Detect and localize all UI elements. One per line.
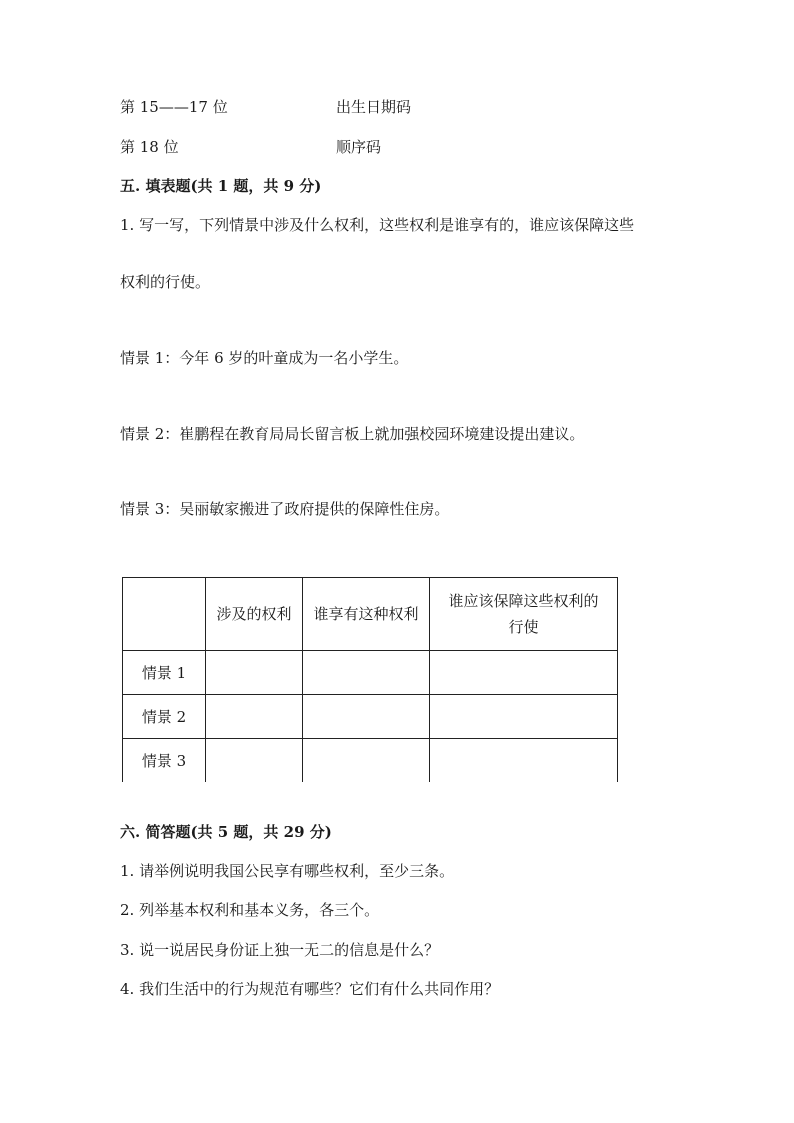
table-row xyxy=(123,695,618,739)
table-header-guarantor xyxy=(430,578,618,651)
section6-question-4: 4. 我们生活中的行为规范有哪些？它们有什么共同作用？ xyxy=(120,980,500,998)
scene-2-text: 情景 2：崔鹏程在教育局局长留言板上就加强校园环境建设提出建议。 xyxy=(120,425,585,443)
scene-1-text: 情景 1：今年 6 岁的叶童成为一名小学生。 xyxy=(120,349,409,367)
section6-question-2: 2. 列举基本权利和基本义务，各三个。 xyxy=(120,901,380,919)
id-meaning-2: 顺序码 xyxy=(336,138,382,156)
section6-title: 六. 简答题(共 5 题，共 29 分) xyxy=(120,823,332,841)
table-cell-blank[interactable] xyxy=(303,695,430,739)
table-header-row xyxy=(123,578,618,651)
table-header-guarantor-line2: 行使 xyxy=(508,618,539,636)
table-row-label: 情景 3 xyxy=(123,739,206,783)
section5-question-1-line1: 1. 写一写，下列情景中涉及什么权利，这些权利是谁享有的，谁应该保障这些 xyxy=(120,216,635,234)
section5-question-1-line2: 权利的行使。 xyxy=(120,273,211,291)
table-cell-blank[interactable] xyxy=(430,739,618,783)
table-cell-blank[interactable] xyxy=(206,739,303,783)
table-header-holder: 谁享有这种权利 xyxy=(303,578,430,651)
id-position-2: 第 18 位 xyxy=(120,138,179,156)
section6-question-1: 1. 请举例说明我国公民享有哪些权利，至少三条。 xyxy=(120,862,455,880)
fill-in-table xyxy=(122,577,618,782)
scene-3-text: 情景 3：吴丽敏家搬进了政府提供的保障性住房。 xyxy=(120,500,450,518)
table-row-label: 情景 2 xyxy=(123,695,206,739)
table-header-empty xyxy=(123,578,206,651)
id-meaning-1: 出生日期码 xyxy=(336,98,412,116)
table-cell-blank[interactable] xyxy=(206,695,303,739)
table-row xyxy=(123,651,618,695)
table-cell-blank[interactable] xyxy=(303,651,430,695)
table-header-guarantor-line1: 谁应该保障这些权利的 xyxy=(448,592,599,610)
section5-title: 五. 填表题(共 1 题，共 9 分) xyxy=(120,177,322,195)
table-cell-blank[interactable] xyxy=(303,739,430,783)
table-cell-blank[interactable] xyxy=(206,651,303,695)
table-cell-blank[interactable] xyxy=(430,695,618,739)
table-row-label: 情景 1 xyxy=(123,651,206,695)
id-position-1: 第 15——17 位 xyxy=(120,98,228,116)
table-cell-blank[interactable] xyxy=(430,651,618,695)
table-header-rights: 涉及的权利 xyxy=(206,578,303,651)
table-row xyxy=(123,739,618,783)
section6-question-3: 3. 说一说居民身份证上独一无二的信息是什么？ xyxy=(120,941,440,959)
